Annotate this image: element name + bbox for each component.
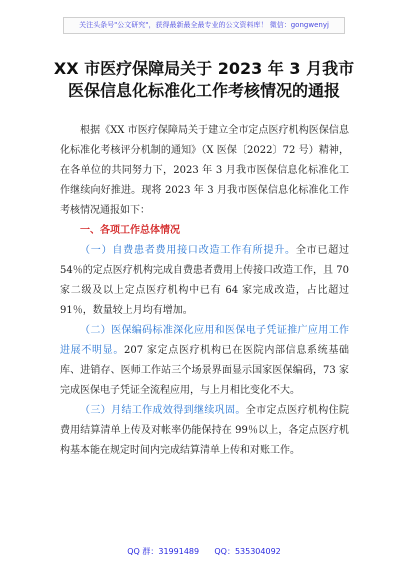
intro-paragraph: 根据《XX 市医疗保障局关于建立全市定点医疗机构医保信息化标准化考核评分机制的通知》（X 医保〔2022〕72 号）精神，在各单位的共同努力下，2023 年 3 月我市医保信息化标准化工作继续向好推进。现将 2023 年 3 月我市医保信息化标准化工作考核情况通报如下： <box>60 125 349 216</box>
item-2-lead: （二）医保编码标准深化应用和医保电子凭证推广应用工作进展不明显。 <box>60 325 349 356</box>
item-1-paragraph <box>60 241 349 321</box>
document-body <box>60 121 349 461</box>
title-line-1: XX 市医疗保障局关于 2023 年 3 月我市 <box>53 59 355 78</box>
title-line-2: 医保信息化标准化工作考核情况的通报 <box>67 81 340 100</box>
contact-footer: QQ 群：31991489 QQ：535304092 <box>127 547 281 556</box>
promo-banner: 关注头条号"公文研究"，获得最新最全最专业的公文资料库！ 微信：gongwenyj <box>63 17 345 34</box>
item-1-lead: （一）自费患者费用接口改造工作有所提升。 <box>80 245 296 256</box>
document-title <box>40 58 368 102</box>
item-2-paragraph <box>60 321 349 401</box>
item-1-body: 全市已超过 54％的定点医疗机构完成自费患者费用上传接口改造工作，且 70 家二级及以上定点医疗机构中已有 64 家完成改造，占比超过 91％，数量较上月均有增加。 <box>60 245 350 316</box>
item-2-body: 207 家定点医疗机构已在医院内部信息系统基础库、进销存、医师工作站三个场景界面显示国家医保编码，73 家完成医保电子凭证全流程应用，与上月相比变化不大。 <box>60 345 350 396</box>
item-3-lead: （三）月结工作成效得到继续巩固。 <box>80 405 246 416</box>
item-3-paragraph <box>60 401 349 461</box>
item-3-body: 全市定点医疗机构住院费用结算清单上传及对帐率仍能保持在 99％以上，各定点医疗机构基本能在规定时间内完成结算清单上传和对账工作。 <box>60 405 350 456</box>
section-heading-1: 一、各项工作总体情况 <box>80 225 180 236</box>
